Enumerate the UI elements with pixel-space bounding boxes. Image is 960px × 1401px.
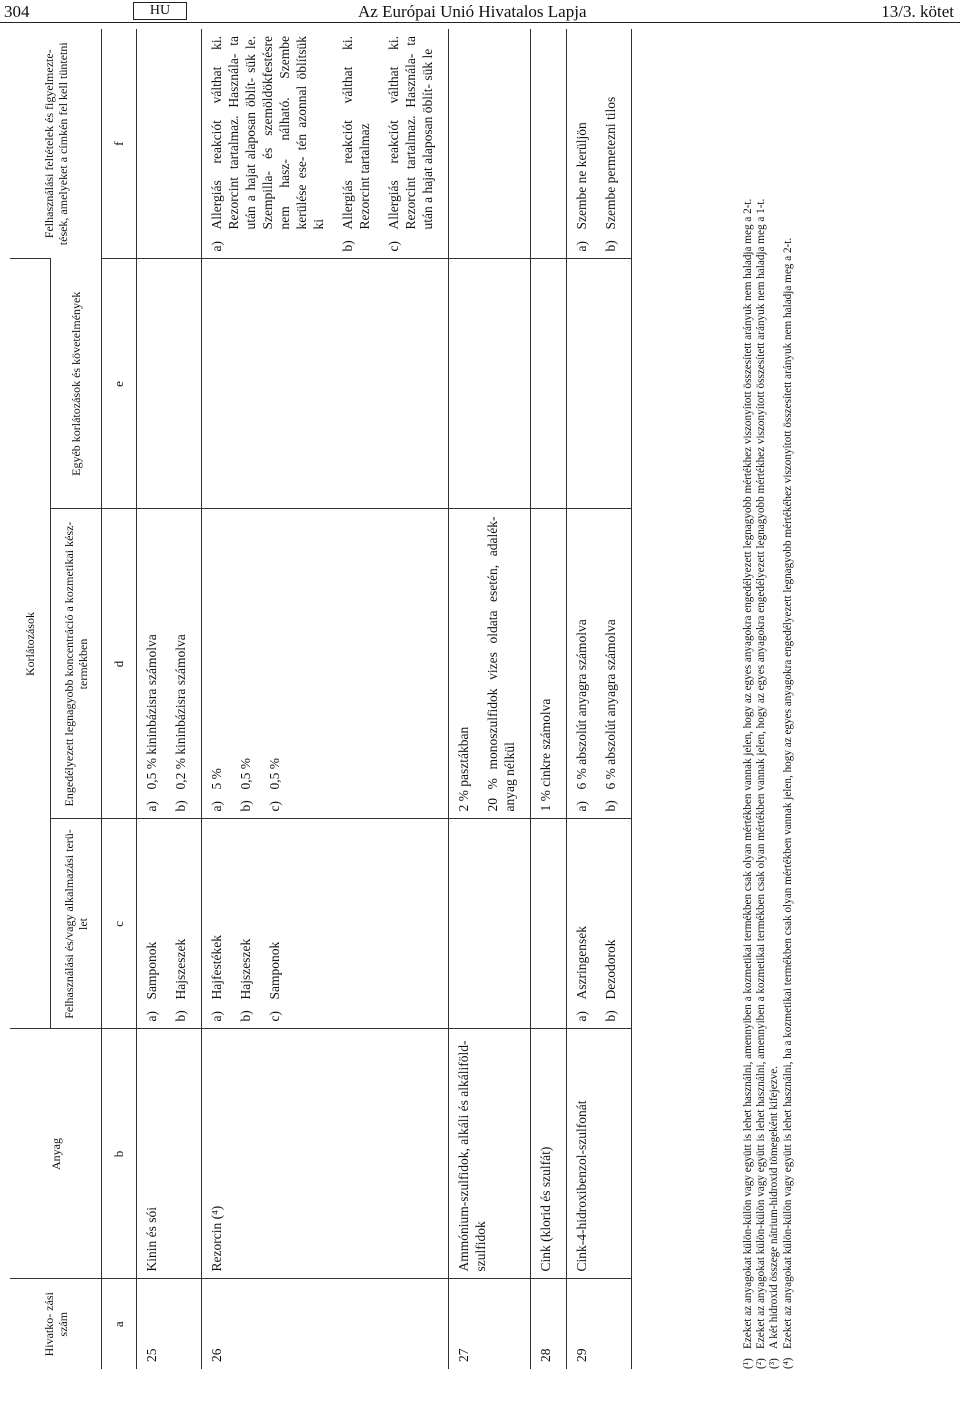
row-field-of-use [567, 819, 632, 1029]
list-item [266, 827, 283, 1022]
header-other-limitations: Egyéb korlátozások és követelmények [51, 259, 102, 509]
row-ref-number: 25 [137, 1279, 202, 1369]
list-item [573, 827, 590, 1022]
table-row [202, 29, 449, 1369]
item-label: a) [209, 241, 224, 252]
item-text: 0,5 % [267, 758, 282, 790]
row-field-of-use [531, 819, 567, 1029]
column-letter: d [102, 509, 137, 819]
row-field-of-use [137, 819, 202, 1029]
row-substance: Ammónium-szulfidok, alkáli és alkáliföld-szulfidok [449, 1029, 531, 1279]
footnotes [742, 29, 795, 1369]
language-badge: HU [133, 2, 187, 20]
footnote-text: Ezeket az anyagokat külön-külön vagy együtt is lehet használni, amennyiben a kozmetikai termékben csak olyan mértékben vannak jelen, hogy az egyes anyagokra engedélyezett legnagyobb mértékhez viszonyított összesített arányuk nem haladja meg a 1-t. [755, 198, 768, 1349]
row-label-warnings [449, 29, 531, 259]
list-item [602, 517, 619, 812]
table-row [137, 29, 202, 1369]
table-row [531, 29, 567, 1369]
item-text: Hajszeszek [173, 938, 188, 1000]
header-field-of-use: Felhasználási és/vagy alkalmazási terü- let [51, 819, 102, 1029]
item-text: Samponok [267, 941, 282, 1000]
list-item [237, 517, 254, 812]
row-other-limitations [137, 259, 202, 509]
item-label: b) [173, 1010, 188, 1022]
item-text: Allergiás reakciót válthat ki. Rezorcint tartalmaz [340, 36, 372, 230]
item-text: 5 % [209, 768, 224, 790]
row-substance: Rezorcin (⁴) [202, 1029, 449, 1279]
footnote-mark: (²) [755, 1358, 768, 1369]
item-label: c) [267, 801, 282, 812]
row-substance: Cink-4-hidroxibenzol-szulfonát [567, 1029, 632, 1279]
list-item [339, 36, 373, 252]
header-substance: Anyag [10, 1029, 102, 1279]
list-item [208, 36, 327, 252]
item-label: b) [173, 800, 188, 812]
item-label: a) [144, 801, 159, 812]
row-max-concentration [202, 509, 449, 819]
publication-title: Az Európai Unió Hivatalos Lapja [358, 2, 587, 21]
footnote-mark: (³) [768, 1358, 781, 1369]
item-text: 2 % pasztákban [456, 726, 471, 812]
item-text: Hajfestékek [209, 935, 224, 1000]
list-item [172, 517, 189, 812]
table-row [449, 29, 531, 1369]
list-item [602, 827, 619, 1022]
header-ref-number: Hivatko- zási szám [10, 1279, 102, 1369]
row-other-limitations [449, 259, 531, 509]
footnote-mark: (⁴) [781, 1357, 794, 1369]
item-text: Aszringensek [574, 926, 589, 1000]
footnote [755, 29, 768, 1369]
header-label-warnings: Felhasználási feltételek és figyelmezte- tések, amelyeket a címkén fel kell tüntetni [10, 29, 102, 259]
table-body [137, 29, 632, 1369]
restrictions-table [10, 29, 632, 1369]
item-text: 1 % cinkre számolva [538, 698, 553, 812]
item-label: a) [144, 1011, 159, 1022]
row-max-concentration [567, 509, 632, 819]
row-max-concentration [137, 509, 202, 819]
item-label: a) [574, 801, 589, 812]
list-item [573, 36, 590, 252]
row-max-concentration [531, 509, 567, 819]
list-item [602, 36, 619, 252]
list-item [237, 827, 254, 1022]
list-item [537, 517, 554, 812]
row-label-warnings [531, 29, 567, 259]
item-text: 6 % abszolút anyagra számolva [574, 619, 589, 790]
item-label: c) [267, 1011, 282, 1022]
list-item [385, 36, 436, 252]
footnote [782, 29, 795, 1369]
item-label: b) [603, 800, 618, 812]
row-substance: Cink (klorid és szulfát) [531, 1029, 567, 1279]
item-text: Allergiás reakciót válthat ki. Rezorcint tartalmaz. Használa- ta után a hajat alaposan öblít- sük le. Szempilla- és szemöldökfestésre nem hasz- nálható. Szembe kerülése ese- tén azonnal öblítsük ki [209, 36, 326, 230]
item-text: 20 % monoszulfidok vizes oldata esetén, adalék- anyag nélkül [485, 516, 517, 812]
list-item [172, 827, 189, 1022]
list-item [266, 517, 283, 812]
column-letter: e [102, 259, 137, 509]
footnote [742, 29, 755, 1369]
row-field-of-use [449, 819, 531, 1029]
item-label: a) [209, 801, 224, 812]
row-ref-number: 27 [449, 1279, 531, 1369]
item-text: 0,5 % kininbázisra számolva [144, 634, 159, 790]
row-other-limitations [567, 259, 632, 509]
item-label: b) [603, 1010, 618, 1022]
footnote-text: Ezeket az anyagokat külön-külön vagy együtt is lehet használni, ha a kozmetikai termékben csak olyan mértékben vannak jelen, hogy az egyes anyagokra engedélyezett legnagyobb mértékéhez viszonyított összesített arányuk nem haladja meg a 2-t. [781, 237, 794, 1349]
row-ref-number: 29 [567, 1279, 632, 1369]
item-text: Samponok [144, 941, 159, 1000]
item-label: a) [574, 241, 589, 252]
item-text: Szembe permetezni tilos [603, 96, 618, 230]
item-text: 6 % abszolút anyagra számolva [603, 619, 618, 790]
list-item [143, 517, 160, 812]
item-text: Hajszeszek [238, 938, 253, 1000]
item-text: 0,5 % [238, 758, 253, 790]
row-field-of-use [202, 819, 449, 1029]
item-text: 0,2 % kininbázisra számolva [173, 634, 188, 790]
footnote-mark: (¹) [742, 1358, 754, 1369]
item-label: c) [386, 241, 401, 252]
list-item [208, 517, 225, 812]
list-item [455, 517, 472, 812]
column-letter: c [102, 819, 137, 1029]
rotated-page-content [10, 29, 940, 1369]
row-ref-number: 26 [202, 1279, 449, 1369]
list-item [208, 827, 225, 1022]
column-letter: a [102, 1279, 137, 1369]
item-text: Dezodorok [603, 939, 618, 1000]
row-label-warnings [137, 29, 202, 259]
item-text: Allergiás reakciót válthat ki. Rezorcint tartalmaz. Használa- ta után a hajat alaposan öblít- sük le [386, 36, 435, 230]
item-label: a) [574, 1011, 589, 1022]
list-item [573, 517, 590, 812]
footnote-text: Ezeket az anyagokat külön-külön vagy együtt is lehet használni, amennyiben a kozmetikai termékben csak olyan mértékben vannak jelen, hogy az egyes anyagokra engedélyezett legnagyobb mértékhez viszonyított összesített arányuk nem haladja meg a 2-t. [742, 198, 754, 1349]
page-header [0, 0, 960, 22]
row-label-warnings [202, 29, 449, 259]
row-substance: Kinin és sói [137, 1029, 202, 1279]
row-max-concentration [449, 509, 531, 819]
item-label: b) [603, 240, 618, 252]
list-item [143, 827, 160, 1022]
item-label: a) [209, 1011, 224, 1022]
volume-label: 13/3. kötet [881, 2, 954, 21]
row-label-warnings [567, 29, 632, 259]
item-label: b) [238, 800, 253, 812]
item-text: Szembe ne kerüljön [574, 122, 589, 230]
list-item [484, 517, 518, 812]
page-number: 304 [4, 2, 30, 21]
row-other-limitations [531, 259, 567, 509]
header-restrictions-group: Korlátozások [10, 259, 51, 1029]
item-label: b) [238, 1010, 253, 1022]
column-letter: f [102, 29, 137, 259]
item-label: b) [340, 240, 355, 252]
footnote-text: A két hidroxid összege nátrium-hidroxid tömegeként kifejezve. [768, 1065, 781, 1349]
table-row [567, 29, 632, 1369]
column-letter: b [102, 1029, 137, 1279]
row-ref-number: 28 [531, 1279, 567, 1369]
row-other-limitations [202, 259, 449, 509]
header-rule [0, 22, 960, 23]
footnote [768, 29, 781, 1369]
header-max-concentration: Engedélyezett legnagyobb koncentráció a kozmetikai kész- termékben [51, 509, 102, 819]
